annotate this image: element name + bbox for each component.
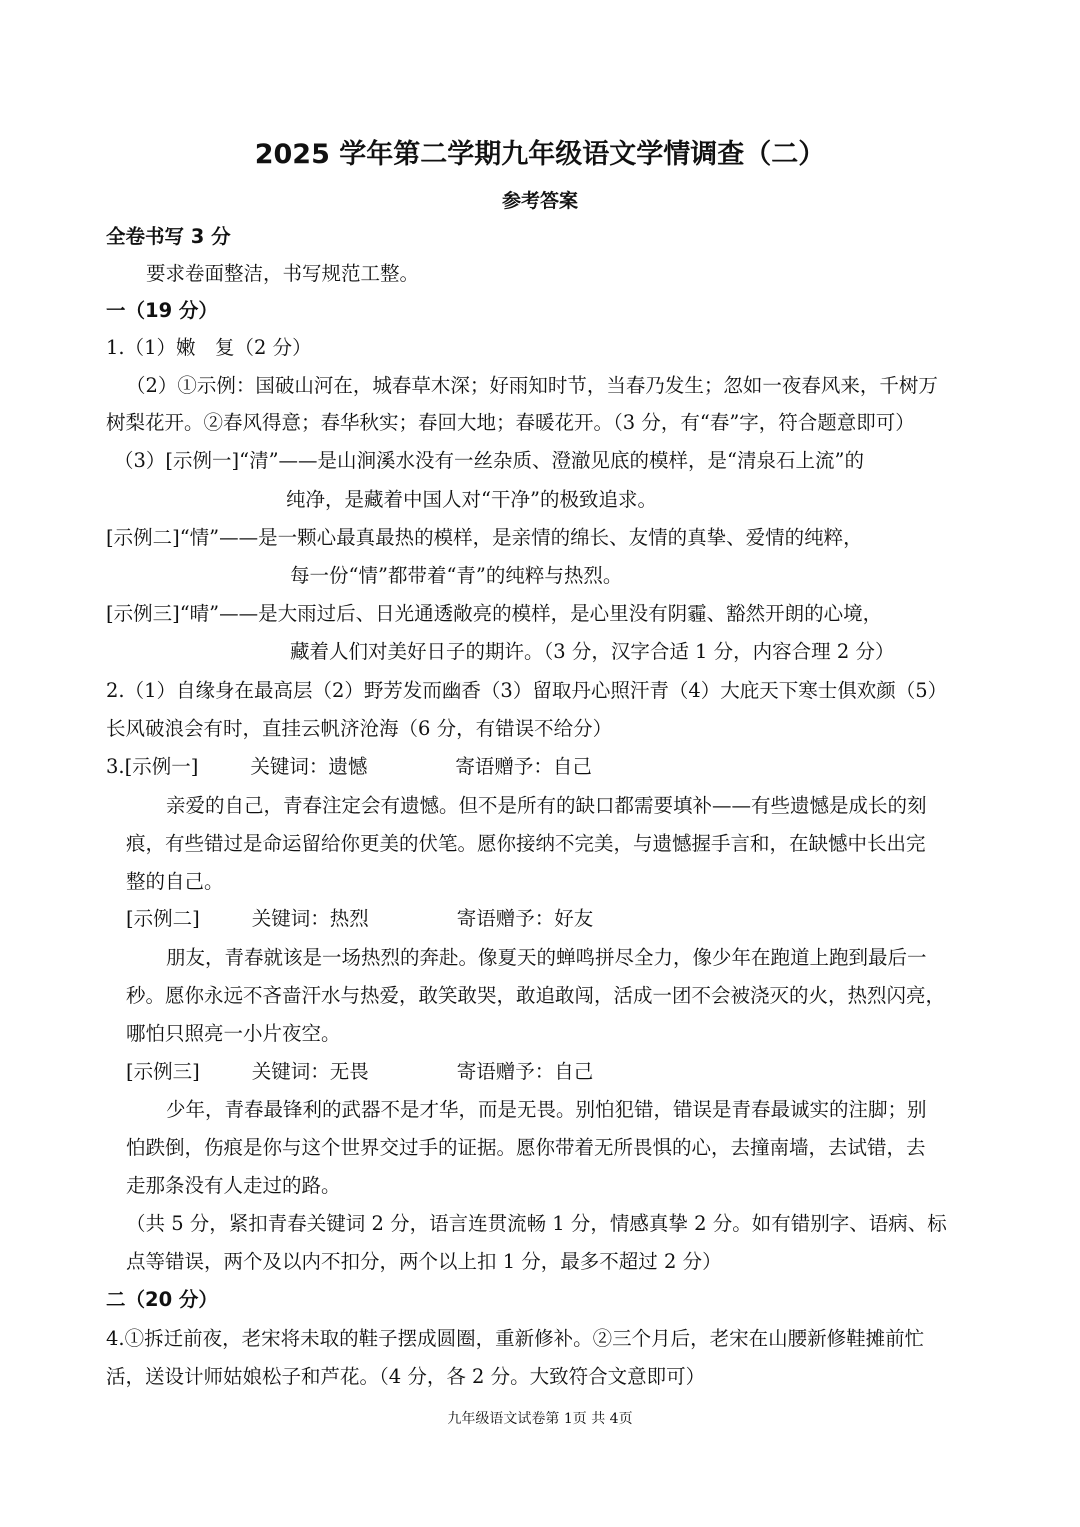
q1-3-example-3-line-2: 藏着人们对美好日子的期许。（3 分，汉字合适 1 分，内容合理 2 分） <box>290 640 895 663</box>
q3-example-3-text-line-3: 走那条没有人走过的路。 <box>126 1174 341 1197</box>
q3-example-2-text-line-1: 朋友，青春就该是一场热烈的奔赴。像夏天的蝉鸣拼尽全力，像少年在跑道上跑到最后一 <box>166 946 927 969</box>
writing-heading: 全卷书写 3 分 <box>106 225 231 248</box>
q1-3-example-2-line-2: 每一份“情”都带着“青”的纯粹与热烈。 <box>290 564 623 587</box>
q2-line-2: 长风破浪会有时，直挂云帆济沧海（6 分，有错误不给分） <box>106 717 613 740</box>
q3-example-2-keyword: 关键词：热烈 <box>251 907 369 930</box>
q3-example-2-text-line-2: 秒。愿你永远不吝啬汗水与热爱，敢笑敢哭，敢追敢闯，活成一团不会被浇灭的火，热烈闪亮， <box>126 984 946 1007</box>
q3-scoring-line-1: （共 5 分，紧扣青春关键词 2 分，语言连贯流畅 1 分，情感真挚 2 分。如有错别字、语病、标 <box>126 1212 947 1235</box>
q3-example-3-header <box>126 1059 593 1085</box>
q3-example-1-keyword: 关键词：遗憾 <box>250 755 368 778</box>
q1-3-example-2-line-1: [示例二]“情”——是一颗心最真最热的模样，是亲情的绵长、友情的真挚、爱情的纯粹， <box>106 526 863 549</box>
q3-example-3-keyword: 关键词：无畏 <box>251 1060 369 1083</box>
q3-example-1-recipient: 寄语赠予：自己 <box>455 755 592 778</box>
writing-text: 要求卷面整洁，书写规范工整。 <box>146 262 420 285</box>
q3-example-1-text-line-1: 亲爱的自己，青春注定会有遗憾。但不是所有的缺口都需要填补——有些遗憾是成长的刻 <box>166 794 927 817</box>
q3-example-1-tag: 3.[示例一] <box>106 755 199 778</box>
q3-example-2-tag: [示例二] <box>126 907 200 930</box>
q1-2-line-1: （2）①示例：国破山河在，城春草木深；好雨知时节，当春乃发生；忽如一夜春风来，千树万 <box>126 374 938 397</box>
page-subtitle: 参考答案 <box>501 190 578 212</box>
q3-example-2-recipient: 寄语赠予：好友 <box>456 907 594 930</box>
q3-scoring-line-2: 点等错误，两个及以内不扣分，两个以上扣 1 分，最多不超过 2 分） <box>126 1250 722 1273</box>
q4-line-1: 4.①拆迁前夜，老宋将未取的鞋子摆成圆圈，重新修补。②三个月后，老宋在山腰新修鞋摊前忙 <box>106 1327 925 1350</box>
page-title: 2025 学年第二学期九年级语文学情调查（二） <box>254 139 826 170</box>
q3-example-1-header <box>106 754 592 780</box>
q1-3-example-1-line-1: （3）[示例一]“清”——是山涧溪水没有一丝杂质、澄澈见底的模样，是“清泉石上流”的 <box>114 449 864 472</box>
q3-example-3-tag: [示例三] <box>126 1060 200 1083</box>
q1-2-line-2: 树梨花开。②春风得意；春华秋实；春回大地；春暖花开。（3 分，有“春”字，符合题意即可） <box>106 411 915 434</box>
q2-line-1: 2.（1）自缘身在最高层（2）野芳发而幽香（3）留取丹心照汗青（4）大庇天下寒士俱欢颜（5） <box>106 679 948 702</box>
q3-example-3-recipient: 寄语赠予：自己 <box>456 1060 594 1083</box>
q1-3-example-1-line-2: 纯净，是藏着中国人对“干净”的极致追求。 <box>286 488 657 511</box>
q3-example-3-text-line-2: 怕跌倒，伤痕是你与这个世界交过手的证据。愿你带着无所畏惧的心，去撞南墙，去试错，去 <box>126 1136 926 1159</box>
q4-line-2: 活，送设计师姑娘松子和芦花。（4 分，各 2 分。大致符合文意即可） <box>106 1365 706 1388</box>
q3-example-1-text-line-3: 整的自己。 <box>126 870 224 893</box>
q3-example-3-text-line-1: 少年，青春最锋利的武器不是才华，而是无畏。别怕犯错，错误是青春最诚实的注脚；别 <box>166 1098 927 1121</box>
q3-example-2-text-line-3: 哪怕只照亮一小片夜空。 <box>126 1022 341 1045</box>
part1-heading: 一（19 分） <box>106 299 218 322</box>
q1-3-example-3-line-1: [示例三]“晴”——是大雨过后、日光通透敞亮的模样，是心里没有阴霾、豁然开朗的心境， <box>106 602 883 625</box>
q1-1-answer: 1.（1）嫩 复（2 分） <box>106 336 312 359</box>
q3-example-2-header <box>126 906 593 932</box>
part2-heading: 二（20 分） <box>106 1288 218 1311</box>
q3-example-1-text-line-2: 痕，有些错过是命运留给你更美的伏笔。愿你接纳不完美，与遗憾握手言和，在缺憾中长出完 <box>126 832 926 855</box>
page-footer: 九年级语文试卷第 1页 共 4页 <box>447 1411 633 1427</box>
